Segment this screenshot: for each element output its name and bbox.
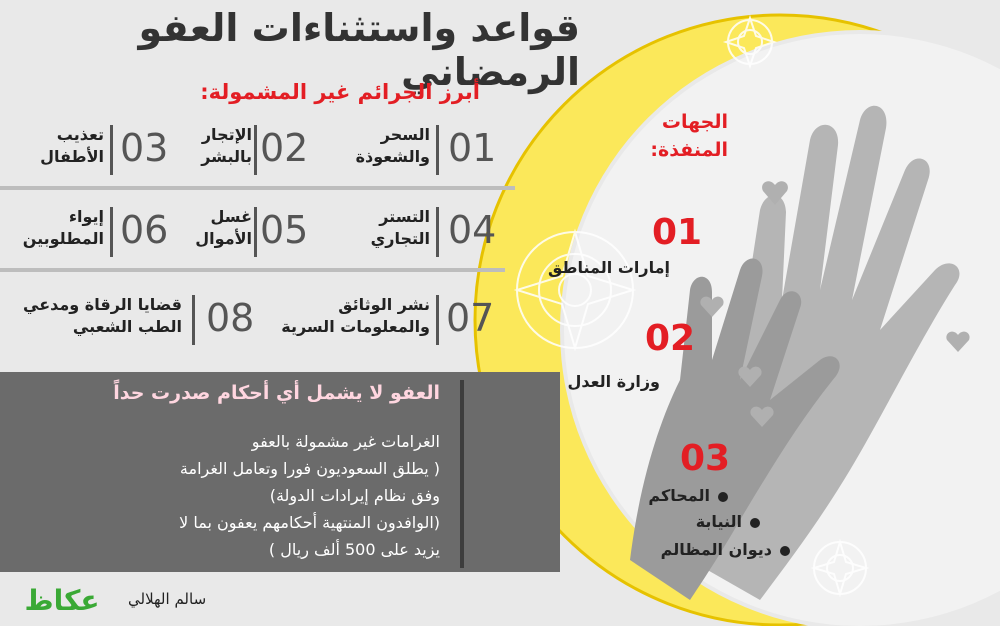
- crime-number: 01: [448, 126, 497, 170]
- crime-item-08: [23, 290, 270, 350]
- crime-label: قضايا الرقاة ومدعي الطب الشعبي: [23, 295, 182, 336]
- pardon-line: الغرامات غير مشمولة بالعفو: [251, 432, 440, 451]
- crimes-heading: أبرز الجرائم غير المشمولة:: [200, 80, 480, 104]
- crime-item-02: [180, 120, 330, 180]
- author-credit: سالم الهلالي: [128, 590, 207, 608]
- authorities-heading: الجهات المنفذة:: [650, 111, 728, 161]
- bullet-icon: [750, 518, 760, 528]
- crime-label: تعذيب الأطفال: [40, 125, 104, 166]
- crime-label: الإتجار بالبشر: [201, 125, 252, 166]
- crime-divider: [436, 295, 439, 345]
- pardon-line: وفق نظام إيرادات الدولة): [269, 486, 440, 505]
- row-divider: [0, 186, 515, 190]
- crime-label: غسل الأموال: [195, 207, 252, 248]
- crime-item-07: [280, 290, 500, 350]
- crime-number: 02: [260, 126, 309, 170]
- authority-number-02: 02: [645, 318, 696, 359]
- crime-number: 07: [446, 296, 495, 340]
- authority-label-01: إمارات المناطق: [548, 258, 670, 277]
- bullet-icon: [780, 546, 790, 556]
- crime-label: إيواء المطلوبين: [22, 207, 104, 248]
- authority-bullet: ديوان المظالم: [620, 540, 790, 559]
- crime-item-01: [330, 120, 500, 180]
- pardon-body: [40, 428, 440, 563]
- crime-item-06: [10, 202, 180, 262]
- authority-label-02: وزارة العدل: [567, 372, 660, 391]
- pardon-line: يزيد على 500 ألف ريال ): [268, 540, 440, 559]
- crime-number: 08: [206, 296, 255, 340]
- pardon-line: (الوافدون المنتهية أحكامهم يعفون بما لا: [179, 513, 440, 532]
- crime-number: 05: [260, 208, 309, 252]
- crime-divider: [110, 125, 113, 175]
- crime-label: نشر الوثائق والمعلومات السرية: [281, 295, 430, 336]
- pardon-accent-bar: [460, 380, 464, 568]
- crime-divider: [254, 125, 257, 175]
- crime-item-04: [330, 202, 500, 262]
- crime-divider: [436, 125, 439, 175]
- authority-number-03: 03: [680, 438, 731, 479]
- crime-number: 06: [120, 208, 169, 252]
- authority-bullet: المحاكم: [610, 486, 728, 505]
- page-title: قواعد واستثناءات العفو الرمضاني: [138, 6, 580, 94]
- crime-item-03: [30, 120, 180, 180]
- crime-item-05: [180, 202, 330, 262]
- authority-number-01: 01: [652, 212, 703, 253]
- crime-number: 04: [448, 208, 497, 252]
- crime-divider: [436, 207, 439, 257]
- crime-divider: [192, 295, 195, 345]
- crime-divider: [110, 207, 113, 257]
- pardon-heading: العفو لا يشمل أي أحكام صدرت حداً: [113, 382, 440, 404]
- authority-bullet: النيابة: [630, 512, 760, 531]
- crime-label: السحر والشعوذة: [355, 125, 430, 166]
- crime-number: 03: [120, 126, 169, 170]
- crime-divider: [254, 207, 257, 257]
- row-divider: [0, 268, 505, 272]
- pardon-line: ( يطلق السعوديون فورا وتعامل الغرامة: [179, 459, 440, 478]
- logo-text: عكاظ: [24, 584, 100, 617]
- crime-label: التستر التجاري: [370, 207, 430, 248]
- bullet-icon: [718, 492, 728, 502]
- okaz-logo: [8, 582, 116, 618]
